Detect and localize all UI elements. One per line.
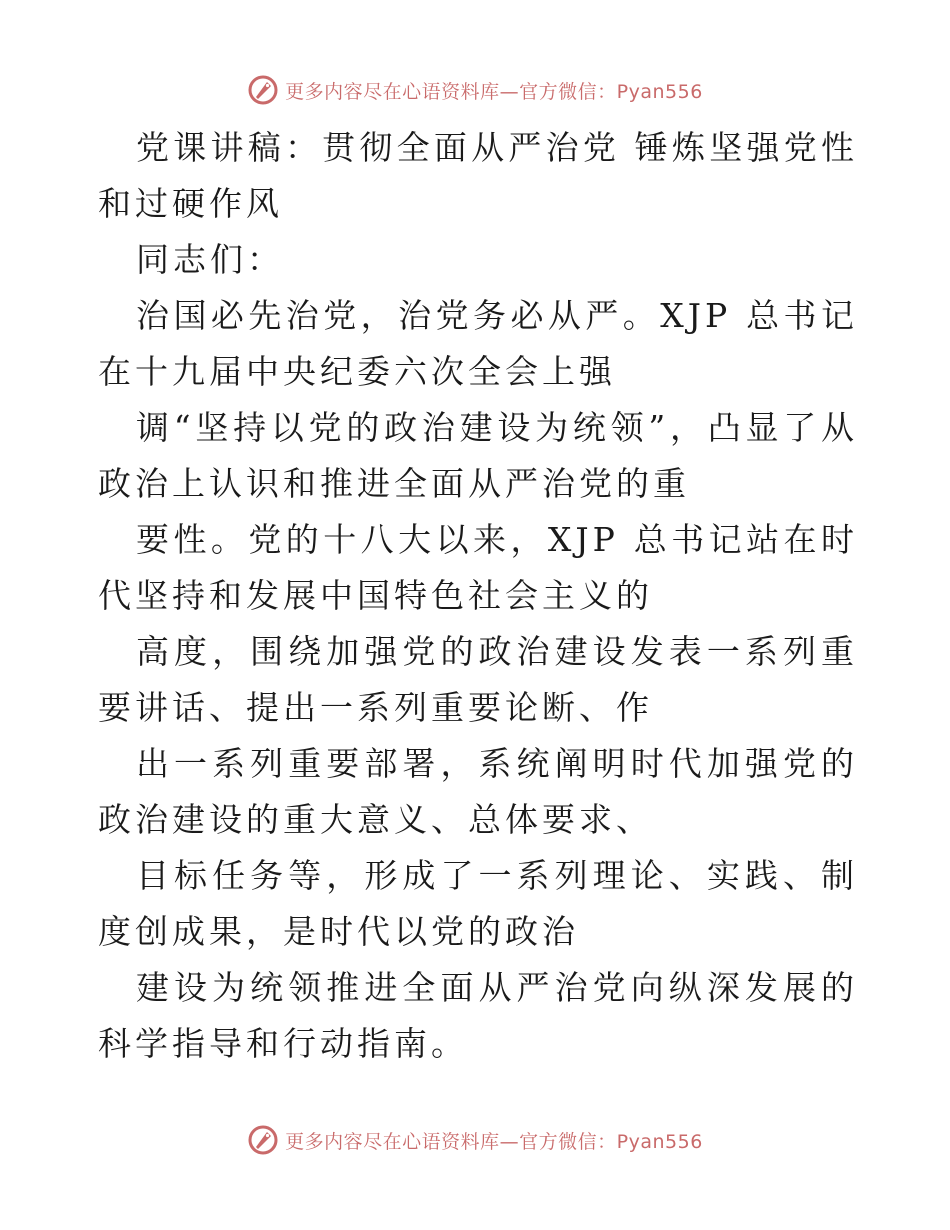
footer-watermark-inner <box>247 1124 703 1156</box>
header-watermark-text: 更多内容尽在心语资料库—官方微信：Pyan556 <box>285 80 703 103</box>
header-watermark <box>0 72 950 108</box>
header-watermark-inner <box>247 74 703 106</box>
body-paragraph: 目标任务等，形成了一系列理论、实践、制度创成果，是时代以党的政治 <box>98 856 858 951</box>
body-paragraph: 调“坚持以党的政治建设为统领”，凸显了从政治上认识和推进全面从严治党的重 <box>98 408 858 503</box>
pen-nib-circle-icon <box>247 74 279 106</box>
body-paragraph: 高度，围绕加强党的政治建设发表一系列重要讲话、提出一系列重要论断、作 <box>98 632 858 727</box>
salutation: 同志们： <box>136 240 284 279</box>
footer-watermark <box>0 1122 950 1158</box>
body-paragraph: 出一系列重要部署，系统阐明时代加强党的政治建设的重大意义、总体要求、 <box>98 744 858 839</box>
body-paragraph: 建设为统领推进全面从严治党向纵深发展的科学指导和行动指南。 <box>98 968 858 1063</box>
body-paragraph: 要性。党的十八大以来，XJP 总书记站在时代坚持和发展中国特色社会主义的 <box>98 520 858 615</box>
pen-nib-circle-icon <box>247 1124 279 1156</box>
document-body <box>98 120 858 1072</box>
body-paragraph: 治国必先治党，治党务必从严。XJP 总书记在十九届中央纪委六次全会上强 <box>98 296 858 391</box>
footer-watermark-text: 更多内容尽在心语资料库—官方微信：Pyan556 <box>285 1130 703 1153</box>
document-title: 党课讲稿：贯彻全面从严治党 锤炼坚强党性和过硬作风 <box>98 128 858 223</box>
